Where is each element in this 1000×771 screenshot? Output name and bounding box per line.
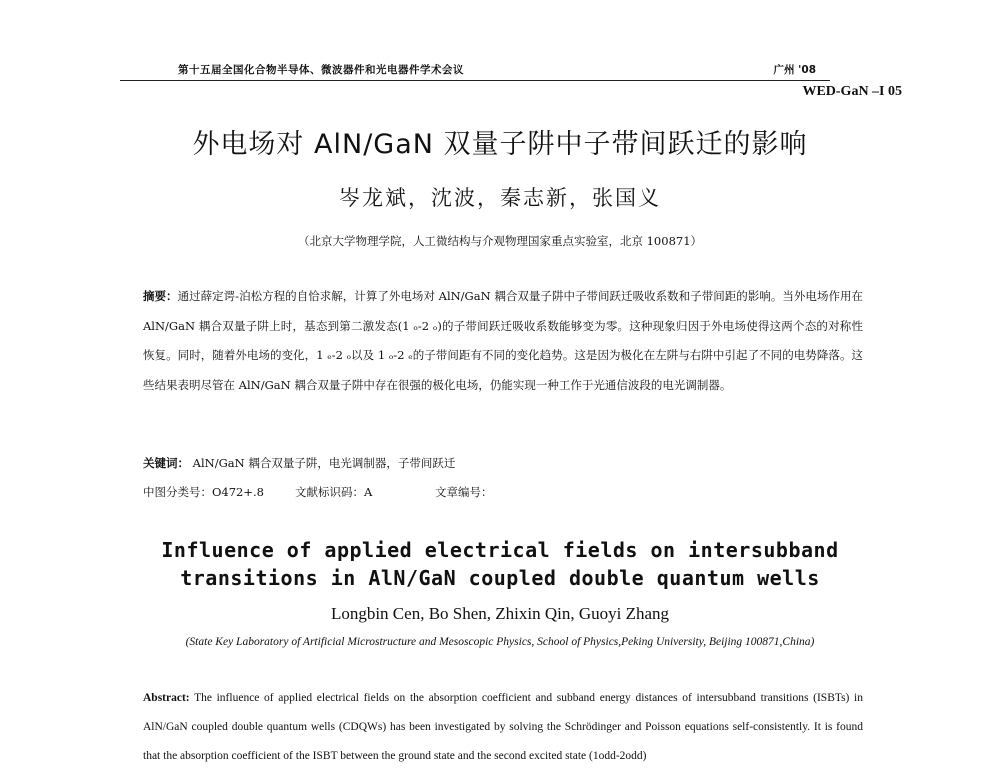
running-header [120,62,830,81]
english-title [0,536,1000,592]
document-code [295,484,435,500]
chinese-abstract [143,282,863,400]
chinese-keywords-label: 关键词： [143,456,189,470]
chinese-authors: 岑龙斌，沈波，秦志新，张国义 [339,186,661,210]
article-number-label: 文章编号： [435,485,493,499]
english-title-line-1: Influence of applied electrical fields on intersubband [161,538,839,562]
english-abstract-text: The influence of applied electrical fields on the absorption coefficient and subband energy distances of intersubband transitions (ISBTs) in AlN/GaN coupled double quantum wells (CDQWs) has been investigated by solving the Schrödinger and Poisson equations self-consistently. It is found that the absorption coefficient of the ISBT between the ground state and the second excited state (1odd-2odd) [143,692,863,762]
english-title-line-2: transitions in AlN/GaN coupled double quantum wells [180,566,820,590]
chinese-keywords [143,455,455,471]
english-authors: Longbin Cen, Bo Shen, Zhixin Qin, Guoyi Zhang [330,604,670,623]
chinese-abstract-text: 通过薛定谔-泊松方程的自恰求解，计算了外电场对 AlN/GaN 耦合双量子阱中子带间跃迁吸收系数和子带间距的影响。当外电场作用在 AlN/GaN 耦合双量子阱上时，基态到第二激发态(1 ₒ-2 ₒ)的子带间跃迁吸收系数能够变为零。这种现象归因于外电场使得这两个态的对称性恢复。同时，随着外电场的变化，1 ₑ-2 ₒ以及 1 ₒ-2 ₑ的子带间距有不同的变化趋势。这是因为极化在左阱与右阱中引起了不同的电势降落。这些结果表明尽管在 AlN/GaN 耦合双量子阱中存在很强的极化电场，仍能实现一种工作于光通信波段的电光调制器。 [143,289,864,392]
document-code-label: 文献标识码： [295,485,364,499]
classification-label: 中图分类号： [143,485,212,499]
chinese-affiliation: （北京大学物理学院，人工微结构与介观物理国家重点实验室，北京 100871） [297,234,703,248]
chinese-keywords-text: AlN/GaN 耦合双量子阱，电光调制器，子带间跃迁 [192,456,456,470]
english-abstract-label: Abstract: [143,692,190,704]
chinese-abstract-label: 摘要： [143,289,178,303]
english-abstract [143,684,863,771]
english-affiliation: (State Key Laboratory of Artificial Microstructure and Mesoscopic Physics, School of Physics,Peking University, Beijing 100871,China) [185,636,815,648]
classification-number [143,484,295,500]
document-code-value: A [364,485,373,499]
conference-name: 第十五届全国化合物半导体、微波器件和光电器件学术会议 [178,64,464,76]
chinese-classification [143,484,493,500]
paper-code: WED-GaN –I 05 [802,84,902,99]
chinese-title: 外电场对 AlN/GaN 双量子阱中子带间跃迁的影响 [192,129,808,160]
conference-place-year: 广州 '08 [773,64,816,76]
classification-value: O472+.8 [212,485,264,499]
